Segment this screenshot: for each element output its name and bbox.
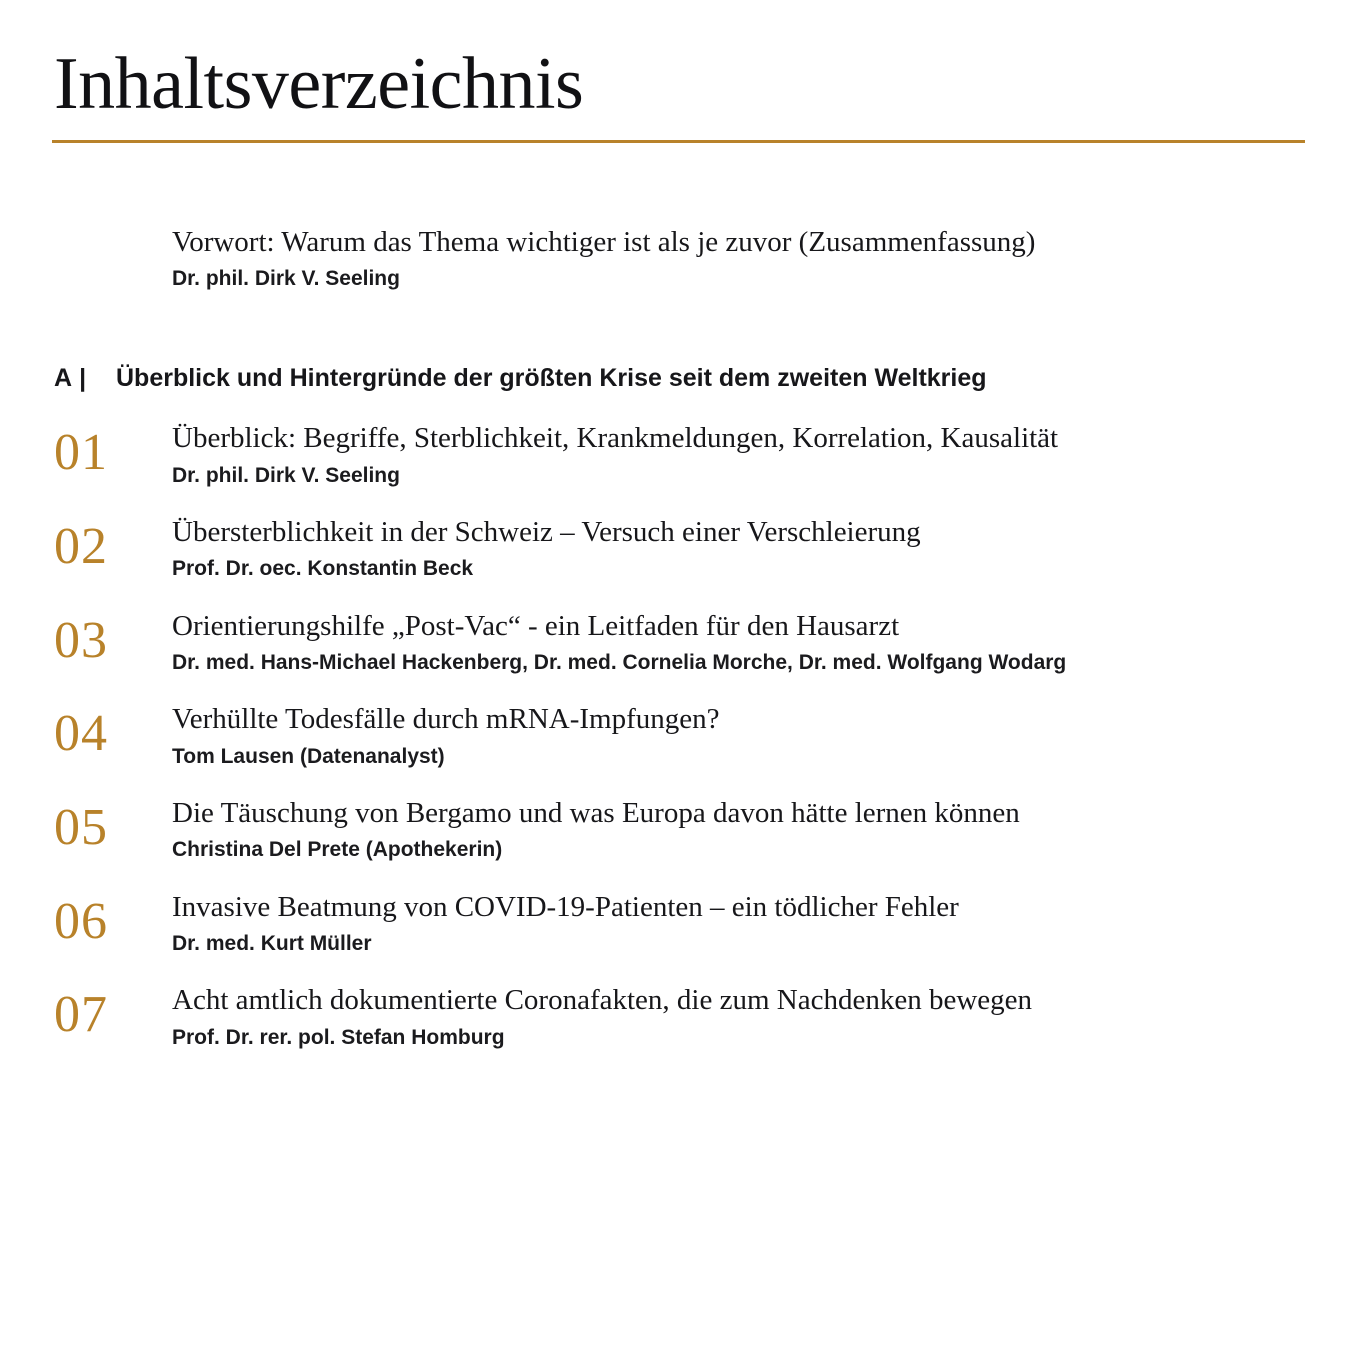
title-divider: [52, 140, 1305, 143]
entry-authors: Dr. med. Kurt Müller: [172, 932, 372, 956]
entry-text: [172, 607, 1300, 677]
entry-number: 03: [54, 611, 108, 669]
list-item[interactable]: [52, 888, 1300, 958]
entry-number: 06: [54, 892, 108, 950]
toc-entry-list: [52, 419, 1300, 1051]
entry-text: [172, 419, 1300, 489]
entry-number: 02: [54, 518, 108, 576]
entry-number: 07: [54, 986, 108, 1044]
entry-number: 05: [54, 799, 108, 857]
list-item[interactable]: [52, 794, 1300, 864]
preface-entry[interactable]: [172, 225, 1300, 293]
entry-title: Invasive Beatmung von COVID-19-Patienten – ein tödlicher Fehler: [172, 890, 959, 923]
entry-title: Überblick: Begriffe, Sterblichkeit, Krankmeldungen, Korrelation, Kausalität: [172, 422, 1059, 455]
preface-authors: Dr. phil. Dirk V. Seeling: [172, 267, 400, 291]
entry-authors: Dr. med. Hans-Michael Hackenberg, Dr. med. Cornelia Morche, Dr. med. Wolfgang Wodarg: [172, 651, 1067, 675]
entry-title: Orientierungshilfe „Post-Vac“ - ein Leitfaden für den Hausarzt: [172, 609, 900, 642]
list-item[interactable]: [52, 607, 1300, 677]
list-item[interactable]: [52, 419, 1300, 489]
entry-authors: Prof. Dr. oec. Konstantin Beck: [172, 557, 474, 581]
entry-number: 04: [54, 705, 108, 763]
entry-authors: Prof. Dr. rer. pol. Stefan Homburg: [172, 1025, 505, 1049]
entry-number: 01: [54, 424, 108, 482]
entry-authors: Dr. phil. Dirk V. Seeling: [172, 463, 400, 487]
entry-title: Die Täuschung von Bergamo und was Europa davon hätte lernen können: [172, 797, 1020, 830]
preface-title: Vorwort: Warum das Thema wichtiger ist als je zuvor (Zusammenfassung): [172, 225, 1036, 258]
list-item[interactable]: [52, 513, 1300, 583]
section-letter: A |: [54, 364, 87, 393]
entry-text: [172, 794, 1300, 864]
entry-title: Übersterblichkeit in der Schweiz – Versuch einer Verschleierung: [172, 516, 921, 549]
page-title: Inhaltsverzeichnis: [54, 43, 584, 125]
entry-authors: Tom Lausen (Datenanalyst): [172, 744, 445, 768]
entry-text: [172, 700, 1300, 770]
list-item[interactable]: [52, 700, 1300, 770]
entry-text: [172, 981, 1300, 1051]
entry-title: Verhüllte Todesfälle durch mRNA-Impfungen?: [172, 703, 720, 736]
section-heading: [54, 364, 1300, 393]
entry-title: Acht amtlich dokumentierte Coronafakten, die zum Nachdenken bewegen: [172, 984, 1033, 1017]
entry-authors: Christina Del Prete (Apothekerin): [172, 838, 503, 862]
section-label: Überblick und Hintergründe der größten Krise seit dem zweiten Weltkrieg: [116, 364, 987, 393]
list-item[interactable]: [52, 981, 1300, 1051]
entry-text: [172, 888, 1300, 958]
entry-text: [172, 513, 1300, 583]
